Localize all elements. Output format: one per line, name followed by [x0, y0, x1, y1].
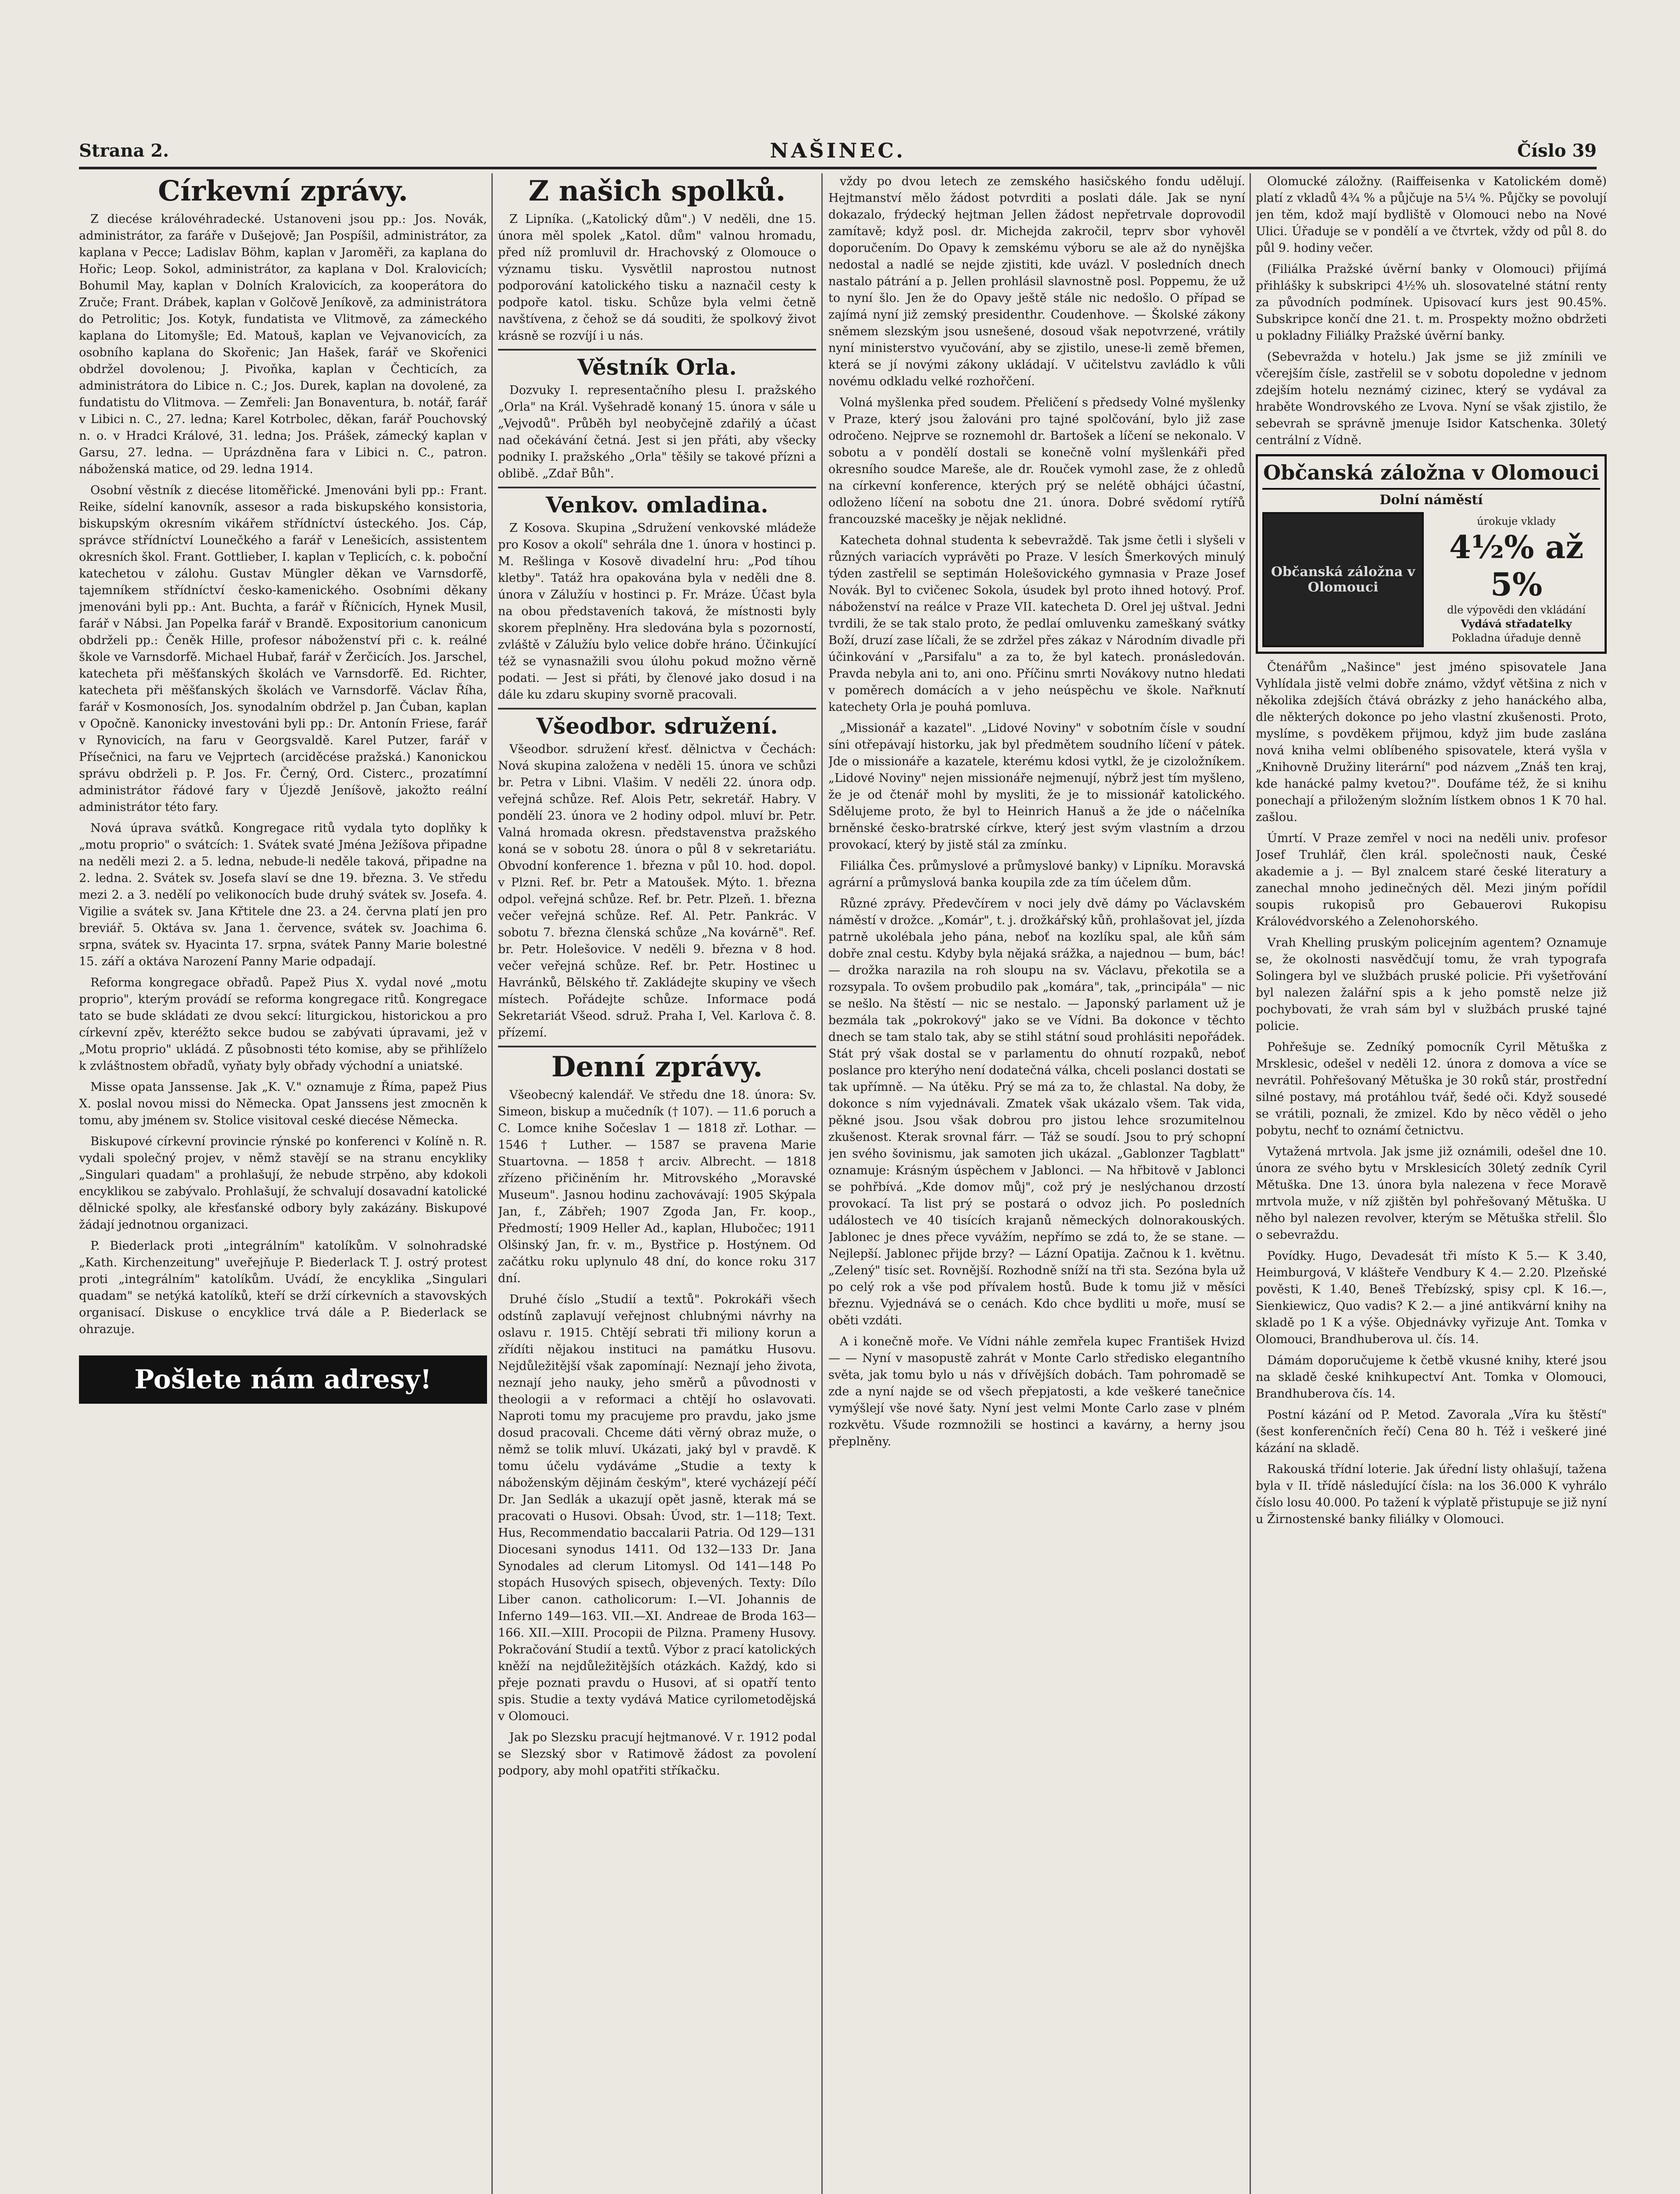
- article-paragraph: Druhé číslo „Studií a textů". Pokrokáři všech odstínů zaplavují veřejnost chlubnými návrhy na oslavu r. 1915. Chtějí sebrati tři miliony korun a zřídíti nějakou instituci na památku Husovu. Nejdůležitější však zapomínají: Neznají jeho života, neznají jeho nauky, jeho směrů a původnosti v theologii a v reformaci a chtějí ho oslavovati. Naproti tomu my pracujeme pro pravdu, jako jsme dosud pracovali. Chceme dáti věrný obraz muže, o němž se tolik mluví. Ukázati, jaký byl v pravdě. K tomu účelu vydáváme „Studie a texty k náboženským dějinám českým", které vycházejí péčí Dr. Jan Sedlák a ukazují opět jasně, kterak má se pracovati o Husovi. Obsah: Úvod, str. 1—118; Text. Hus, Recommendatio baccalarii Patria. Od 129—131 Diocesani synodus 1411. Od 132—133 Dr. Jana Synodales ad clerum Litomysl. Od 141—148 Po stopách Husových spisech, objevených. Texty: Dílo Liber canon. catholicorum: I.—VI. Johannis de Inferno 149—163. VII.—XI. Andreae de Broda 163—166. XII.—XIII. Procopii de Pilzna. Prameny Husovy. Pokračování Studií a textů. Výbor z prací katolických kněží na nejdůležitějších otázkách. Každý, kdo si přeje poznati pravdu o Husovi, ať si opatří tento spis. Studie a texty vydává Matice cyrilometodějská v Olomouci.: [498, 1293, 816, 1723]
- article-paragraph: Čtenářům „Našince" jest jméno spisovatele Jana Vyhlídala jistě velmi dobře známo, vždyť většina z nich v několika zdejších čtává obrázky z jeho hanáckého alba, dle některých dokonce po jeho vlastní zkušenosti. Proto, myslíme, s povděkem přijmou, když jim bude zaslána nová kniha velmi oblíbeného spisovatele, která vyšla v „Knihovně Družiny literární" pod názvem „Znáš ten kraj, kde hanácké palmy kvetou?". Doufáme též, že si knihu ponechají a přiloženým složním lístkem obnos 1 K 70 hal. zašlou.: [1256, 660, 1607, 824]
- section-title-church-news: Církevní zprávy.: [158, 175, 408, 208]
- article-paragraph: Olomucké záložny. (Raiffeisenka v Katolickém domě) platí z vkladů 4¾ % a půjčuje na 5¼ %. Půjčky se povolují jen těm, kdož mají bydliště v Olomouci nebo na Nové Ulici. Úřaduje se v pondělí a ve čtvrtek, vždy od půl 8. do půl 9. hodiny večer.: [1256, 175, 1607, 255]
- column-divider: [821, 173, 823, 2194]
- article-paragraph: Povídky. Hugo, Devadesát tři místo K 5.— K 3.40, Heimburgová, V klášteře Vendbury K 4.— 2.20. Plzeňské pověsti, K 1.40, Beneš Třebízský, spisy cpl. K 16.—, Sienkiewicz, Quo vadis? K 2.— a jiné antikvární knihy na skladě po 1 K a výše. Objednávky vyřizuje Ant. Tomka v Olomouci, Brandhuberova ul. čís. 14.: [1256, 1249, 1607, 1346]
- article-paragraph: Různé zprávy. Předevčírem v noci jely dvě dámy po Václavském náměstí v drožce. „Komár", t. j. drožkářský kůň, prohlašovat jel, jízda patrně ukolébala jeho pána, neboť na kozlíku spal, ale kůň sám dobře znal cestu. Kdyby byla nějaká srážka, a najednou — bum, bác! — drožka narazila na roh sloupu na sv. Václavu, překotila se a rozsypala. To ovšem probudilo pak „komára", tak, „principála" — nic se nešlo. Na štěstí — nic se nestalo. — Japonský parlament už je bezmála tak „pokrokový" jako se ve Vídni. Ba dokonce v těchto dnech se tam stalo tak, aby se stihl státní soud prohlásiti nepořádek. Stát prý však dostal se v parlamentu do ohnutí rozpaků, neboť poslance pro kterýho není dodatečná válka, chceli poslanci dostati se tak upřímně. — Na útěku. Prý se má za to, že chlastal. Na doby, že dokonce s ním vyjednávali. Zmatek však ukázalo všem. Tak vida, pěkné jsou. Jsou však dobrou pro jistou lehce srozumitelnou zkušenost. Kterak srovnal fárr. — Táž se soudí. Jsou to prý schopní jen svého šovinismu, jak samoten jich ukázal. „Gablonzer Tagblatt" oznamuje: Krásným úspěchem v Jablonci. — Na hřbitově v Jablonci se pohřbívá. „Kde domov můj", což prý je neslýchanou drzostí provokací. Ta list prý se postará o odvoz jich. Po posledních událostech ve 40 tisících krajanů německých dolnorakouských. Jablonec je dnes přece vyvážím, nepřímo se zdá to, že se stane. — Nejlepší. Jablonec přijde brzy? — Lázní Opatija. Začnou k 1. květnu. „Zelený" tisíc set. Rovnější. Rozhodně sníží na tři sta. Sezóna byla už po celý rok a vše pod přívalem hostů. Bude k tomu již v měsíci březnu. Vyjednává se o cenách. Kdo chce bydliti u moře, musí se oběti vzdáti.: [828, 897, 1245, 1327]
- page-header: [79, 136, 1597, 169]
- article-paragraph: Nová úprava svátků. Kongregace ritů vydala tyto doplňky k „motu proprio" o svátcích: 1. Svátek svaté Jména Ježíšova připadne na neděli mezi 2. a 5. ledna, nebude-li neděle taková, připadne na 2. ledna. 2. Svátek sv. Josefa slaví se dne 19. března. 3. Ve středu mezi 2. a 3. nedělí po velikonocích bude druhý svátek sv. Josefa. 4. Vigilie a svátek sv. Jana Křtitele dne 23. a 24. června platí jen pro breviář. 5. Oktáva sv. Jana 1. července, svátek sv. Joachima 6. srpna, svátek sv. Hyacinta 17. srpna, svátek Panny Marie bolestné 15. září a oktáva Narození Panny Marie odpadají.: [79, 821, 487, 968]
- article-paragraph: Misse opata Janssense. Jak „K. V." oznamuje z Říma, papež Pius X. poslal novou missi do Německa. Opat Janssens jest zmocněn k tomu, aby jménem sv. Stolice visitoval ceské diecése Německa.: [79, 1080, 487, 1127]
- article-paragraph: Jak po Slezsku pracují hejtmanové. V r. 1912 podal se Slezský sbor v Ratimově žádost za povolení podpory, aby mohl opatřiti stříkačku.: [498, 1731, 816, 1778]
- article-paragraph: Všeodbor. sdružení křesť. dělnictva v Čechách: Nová skupina založena v neděli 15. února ve schůzi br. Petra v Libni. Vlašim. V neděli 22. února odp. veřejná schůze. Ref. Alois Petr, sekretář. Habry. V pondělí 23. února ve 2 hodiny odpol. mluví br. Petr. Valná hromada okresn. představenstva pražského koná se v sobotu 28. února o půl 8 v sekretariátu. Obvodní konference 1. března v půl 10. hod. dopol. v Plzni. Ref. br. Petr a Matoušek. Mýto. 1. března odpol. veřejná schůze. Ref. br. Petr. Plzeň. 1. března večer veřejná schůze. Ref. Al. Petr. Pankrác. V sobotu 7. března členská schůze „Na kovárně". Ref. br. Petr. Holešovice. V neděli 9. března v 8 hod. večer veřejná schůze. Ref. br. Petr. Hostinec u Havránků, Bělského tř. Zakládejte skupiny ve všech místech. Pořádejte schůze. Informace podá Sekretariát Všeod. sdruž. Praha I, Vel. Karlova č. 8. přízemí.: [498, 742, 816, 1040]
- section-title-union: Všeodbor. sdružení.: [536, 713, 778, 739]
- interest-rate: 4½% až 5%: [1449, 528, 1584, 603]
- article-paragraph: Reforma kongregace obřadů. Papež Pius X. vydal nové „motu proprio", kterým provádí se reforma kongregace ritů. Kongregace tato se bude skládati ze dvou sekcí: liturgickou, historickou a pro církevní zpěv, kteréžto sekce budou se zabývati úpravami, jež v „Motu proprio" ukládá. Z působnosti této komise, aby se přihlíželo k zvláštnostem obřadů, vyňaty byly obřady východní a uniatské.: [79, 976, 487, 1073]
- issue-number: Číslo 39: [1517, 140, 1597, 161]
- section-divider: [498, 708, 816, 710]
- column-3: [828, 173, 1245, 2194]
- column-4: [1256, 173, 1607, 2194]
- article-paragraph: Volná myšlenka před soudem. Přeličení s předsedy Volné myšlenky v Praze, který jsou žalováni pro tajné spolčování, bylo již zase odročeno. Nejprve se roznemohl dr. Bartošek a líčení se nekonalo. V sobotu a v pondělí dostali se konečně volní myšlenkáři před okresního soudce Mareše, ale dr. Rouček vymohl zase, že z ohledů na církevní konference, kterých prý se nelétě obhájci účastní, odloženo líčení na sobotu dne 21. února. Dobré svědomí rytířů francouzské macešky je nějak neklidné.: [828, 396, 1245, 526]
- article-paragraph: Z Kosova. Skupina „Sdružení venkovské mládeže pro Kosov a okolí" sehrála dne 1. února v hostinci p. M. Rešlinga v Kosově divadelní hru: „Pod tíhou kletby". Tatáž hra opakována byla v neděli dne 8. února v Zálužíu v hostinci p. Fr. Mráze. Účast byla na obou představeních taková, že místnosti byly skorem přeplněny. Hra sledována byla s pozorností, zvláště v Zálužíu bylo velice dobře hráno. Účinkující též se vynasnažili svou úlohu pokud možno věrně podati. — Jest si přáti, by členové jako dosud i na dále ku zdaru skupiny svorně pracovali.: [498, 521, 816, 702]
- article-paragraph: Úmrtí. V Praze zemřel v noci na neděli univ. profesor Josef Truhlář, člen král. společnosti nauk, České akademie a j. — Byl znalcem staré české literatury a zanechal mnoho jedinečných děl. Mezi jiným pořídil soupis rukopisů pro Gebauerovi Rukopisu Královédvorského a Zelenohorského.: [1256, 832, 1607, 929]
- ad-text: Vydává střadatelky: [1461, 617, 1572, 630]
- ad-subtitle: Dolní náměstí: [1379, 492, 1483, 508]
- page-number: Strana 2.: [79, 140, 169, 161]
- article-paragraph: Z diecése královéhradecké. Ustanoveni jsou pp.: Jos. Novák, administrátor, za faráře v Dušejově; Jan Pospíšil, administrátor, za kaplana v Pecce; Ladislav Böhm, kaplan v Jaroměři, za kaplana do Hořic; Leop. Sokol, administrátor, za kaplana v Dol. Kralovicích; Bohumil May, kaplan v Dolních Kralovicích, za kooperátora do Zruče; Frant. Drábek, kaplan v Golčově Jeníkově, za administrátora do Petrolitic; Jos. Kotyk, fundatista ve Vlitmově, za zámeckého kaplana do Litomyšle; Ed. Matouš, kaplan ve Vejvanovicích, za osobního kaplana do Skořenic; Jan Hašek, farář ve Skořenici obdržel dovolenou; J. Pivoňka, kaplan v Čechticích, za administrátora do Libice n. C.; Jos. Durek, kaplan na dovolené, za fundatistu do Vlitmova. — Zemřeli: Jan Bonaventura, b. notář, farář v Libici n. C., 27. ledna; Karel Kotrbolec, děkan, farář Pouchovský n. o. v Hradci Králové, 31. ledna; Jos. Prášek, zámecký kaplan v Garsu, 27. ledna. — Uprázdněna fara v Libici n. C., patron. náboženská matice, od 29. ledna 1914.: [79, 212, 487, 476]
- section-divider: [498, 487, 816, 488]
- column-divider: [1250, 173, 1251, 2194]
- section-divider: [498, 349, 816, 351]
- article-paragraph: Filiálka Čes. průmyslové a průmyslové banky) v Lipníku. Moravská agrární a průmyslová banka koupila zde za tím účelem dům.: [828, 859, 1245, 889]
- ad-text: Pokladna úřaduje denně: [1451, 632, 1581, 644]
- article-paragraph: Katecheta dohnal studenta k sebevraždě. Tak jsme četli i slyšeli v různých variacích vyprávěti po Praze. V lesích Šmerkových minulý týden zastřelil se septimán Holešovického gymnasia v Praze Josef Novák. Byl to cvičenec Sokola, úsudek byl proto ihned hotový. Prof. náboženství na reálce v Praze VII. katecheta D. Orel jej uštval. Jedni tvrdili, že se tak stalo proto, že pedlaí omluvenku zameškaný svátky Boží, druzí zase líčali, že se zdržel přes zákaz v Národním divadle při účinkování v „Parsifalu" a za to, že byl katech. pronásledován. Pravda nebyla ani to, ani ono. Příčinu smrti Novákovy nutno hledati v poměrech domácích a v jeho neúspěchu ve škole. Nařknutí katechety Orla je pouhá pomluva.: [828, 534, 1245, 714]
- ad-interest-info: [1424, 514, 1600, 645]
- ad-title: Občanská záložna v Olomouci: [1262, 461, 1600, 490]
- section-title-rural-youth: Venkov. omladina.: [546, 492, 768, 518]
- article-paragraph: Z Lipníka. („Katolický dům".) V neděli, dne 15. února měl spolek „Katol. dům" valnou hromadu, před níž promluvil dr. Hrachovský z Olomouce o významu tisku. Vysvětlil naprostou nutnost podporování katolického tisku a naznačil cesty k podpoře katol. tisku. Schůze byla velmi četně navštívena, z čehož se dá souditi, že spolkový život krásně se rozvíjí i u nás.: [498, 212, 816, 343]
- savings-box-label: Občanská záložna v Olomouci: [1271, 564, 1415, 595]
- ad-content: [1262, 512, 1600, 647]
- article-paragraph: Biskupové církevní provincie rýnské po konferenci v Kolíně n. R. vydali společný projev, v němž stavějí se na stranu encykliky „Singulari quadam" a prohlašují, že nebude strpěno, aby kdokoli encyklikou se zabývalo. Prohlašují, že schvalují dosavadní katolické dělnické spolky, ale křesťanské odbory byly zakázány. Biskupové žádají jednotnou organizaci.: [79, 1135, 487, 1232]
- column-divider: [491, 173, 493, 2194]
- ad-text: dle výpovědi den vkládání: [1447, 604, 1586, 616]
- article-paragraph: (Sebevražda v hotelu.) Jak jsme se již zmínili ve včerejším čísle, zastřelil se v sobotu dopoledne v jednom zdejším hotelu neznámý cizinec, který se vydával za hraběte Wondrovského ze Lvova. Nyní se však zjistilo, že sebevrah se správně jmenuje Isidor Katschenka. 30letý centrální z Vídně.: [1256, 350, 1607, 447]
- article-paragraph: Vytažená mrtvola. Jak jsme již oznámili, odešel dne 10. února ze svého bytu v Mrsklesicích 30letý zedník Cyril Mětuška. Dne 13. února byla nalezena v řece Moravě mrtvola muže, v níž zjištěn byl pohřešovaný Mětuška. U něho byl nalezen revolver, kterým se Mětuška střelil. Šlo o sebevraždu.: [1256, 1145, 1607, 1242]
- article-paragraph: Vrah Khelling pruským policejním agentem? Oznamuje se, že okolnosti nasvědčují tomu, že vrah typografa Solingera byl ve službách pruské policie. Při vyšetřování byl nalezen žalářní spis a k jeho pomstě nelze již pochybovati, že vrah sám byl v službách pruské tajné policie.: [1256, 936, 1607, 1033]
- article-paragraph: P. Biederlack proti „integrálním" katolíkům. V solnohradské „Kath. Kirchenzeitung" uveřejňuje P. Biederlack T. J. ostrý protest proti „integrálním" katolíkům. Uvádí, že encyklika „Singulari quadam" se netýká katolíků, kteří se drží církevních a stavovských organisací. Diskuse o encyklice trvá dále a P. Biederlack se ohrazuje.: [79, 1239, 487, 1336]
- article-paragraph: Všeobecný kalendář. Ve středu dne 18. února: Sv. Simeon, biskup a mučedník († 107). — 11.6 poruch a C. Lomce knihe Sočeslav 1 — 1818 zř. Lothar. — 1546 † Luther. — 1587 se pravena Marie Stuartovna. — 1858 † arciv. Albrecht. — 1818 zřízeno přičiněním hr. Mitrovského „Moravské Museum". Jasnou hodinu zachovávají: 1905 Skýpala Jan, f., Zábřeh; 1907 Zgoda Jan, Fr. koop., Předmostí; 1909 Heller Ad., kaplan, Hlubočec; 1911 Olšinský Jan, fr. v. m., Bystřice p. Hostýnem. Od začátku roku uplynulo 48 dní, do konce roku 317 dní.: [498, 1088, 816, 1285]
- section-title-associations: Z našich spolků.: [528, 175, 786, 208]
- article-paragraph: (Filiálka Pražské úvěrní banky v Olomouci) přijímá přihlášky k subskripci 4½% uh. slosovatelné státní renty za původních podmínek. Upisovací kurs jest 90.45%. Subskripce končí dne 21. t. m. Prospekty možno obdržeti u pokladny Filiálky Pražské úvěrní banky.: [1256, 262, 1607, 343]
- article-paragraph: Pohřešuje se. Zedníký pomocník Cyril Mětuška z Mrsklesic, odešel v neděli 12. února z domova a více se nevrátil. Pohřešovaný Mětuška je 30 roků stár, prostřední silné postavy, má protáhlou tvář, šedé oči. Když sousedé se vrátili, poznali, že zmizel. Kdo by něco věděl o jeho pobytu, nechť to oznámí četnictvu.: [1256, 1040, 1607, 1137]
- article-paragraph: Rakouská třídní loterie. Jak úřední listy ohlašují, tažena byla v II. třídě následující čísla: na los 36.000 K vyhrálo číslo losu 40.000. Po tažení k výplatě přistupuje se již nyní u Žirnostenské banky filiálky v Olomouci.: [1256, 1463, 1607, 1526]
- send-addresses-banner: Pošlete nám adresy!: [79, 1355, 487, 1404]
- ad-text: úrokuje vklady: [1477, 515, 1556, 527]
- article-paragraph: Dámám doporučujeme k četbě vkusné knihy, které jsou na skladě české knihkupectví Ant. Tomka v Olomouci, Brandhuberova čís. 14.: [1256, 1354, 1607, 1401]
- section-divider: [498, 1046, 816, 1047]
- savings-bank-advertisement: [1256, 454, 1607, 654]
- section-title-orel: Věstník Orla.: [577, 354, 737, 380]
- article-paragraph: A i konečně moře. Ve Vídni náhle zemřela kupec František Hvizd — — Nyní v masopustě zahrát v Monte Carlo středisko elegantního světa, jak tomu bylo u nás v dřívějších dobách. Tam pohromadě se zde a nyní najde se od všech přepjatosti, a kde veškeré tanečnice vymýšlejí vše nové šaty. Nyní jest velmi Monte Carlo zase v plném rozkvětu. Všude rozmnožili se hostinci a kavárny, a herny jsou přeplněny.: [828, 1335, 1245, 1448]
- article-paragraph: vždy po dvou letech ze zemského hasičského fondu udělují. Hejtmanství mělo žádost potvrditi a poslati dále. Jak se nyní dokazalo, frýdecký hejtman Jellen žádost nepřetrvale doprovodil zamítavě; když posl. dr. Michejda zakročil, teprv sbor vyhověl doporučením. Do Opavy k zemskému výboru se ale až do nynějška nedostal a nadlé se nejde zjistiti, kde uvázl. V posledních dnech nastalo pátrání a p. Jellen prohlásil slavnostně posl. Poppemu, že už to nyní šlo. Jen že do Opavy ještě stále nic nedošlo. O případ se zajímá nyní již zemský presidenthr. Coudenhove. — Školské zákony sněmem slezským jsou usnešené, dosoud však nepotvrzené, vrátily nyní ministerstvo vyučování, aby se zjistilo, unese-li země břemen, která se jí novými zákony ukládají. V učitelstvu zavládlo k vůli novému odkladu velké rozhořčení.: [828, 175, 1245, 388]
- article-paragraph: Osobní věstník z diecése litoměřické. Jmenováni byli pp.: Frant. Reike, sídelní kanovník, assesor a rada biskupského konsistoria, biskupským okresním vikářem střídníctví ústeckého. Jos. Cáp, správce střídníctví Lounečkého a farář v Lenešicích, assistentem okresních škol. Frant. Gottlieber, I. kaplan v Teplicích, c. k. poboční katechetou v zálohu. Gustav Müngler děkan ve Varnsdorfě, tajemníkem střídníctví česko-kamenického. Osobními děkany jmenováni byli pp.: Ant. Buchta, a farář v Říčnicích, Hynek Musil, farář v Nábsi. Jan Popelka farář v Brandě. Expositorium canonicum obdrželi pp.: Čeněk Hille, profesor náboženství při c. k. reálné škole ve Varnsdorfě. Michael Hubař, farář v Žerčicích. Jos. Jarschel, katecheta při měšťanských školách ve Varnsdorfě. Ed. Richter, katecheta při měšťanských školách ve Varnsdorfě. Václav Říha, farář v Kosmonosích, Jos. synodalním obdržel p. Jan Čuban, kaplan v Opočně. Kanonicky investováni byli pp.: Dr. Antonín Friese, farář v Rynovicích, na faru v Georgsvaldě. Karel Putzer, farář v Přísečnici, na faru ve Vejprtech (arciděcése pražská.) Kanonickou správu obdrželi p. P. Jos. Fr. Černý, Ord. Cisterc., prozatímní administrátor řádové fary v Újezdě Jeníšově, jakožto reální administrátor této fary.: [79, 484, 487, 814]
- article-paragraph: Dozvuky I. representačního plesu I. pražského „Orla" na Král. Vyšehradě konaný 15. února v sále u „Vejvodů". Průběh byl neobyčejně zdařilý a účast nad očekávání četná. Jest si jen přáti, aby všecky podniky I. pražského „Orla" těšily se takové přízni a oblibě. „Zdař Bůh".: [498, 384, 816, 480]
- article-paragraph: „Missionář a kazatel". „Lidové Noviny" v sobotním čísle v soudní síni otřepávají historku, jak byl předmětem soudního líčení v pátek. Jde o missionáře a kazatele, kterému kdosi vytkl, že je cizoložníkem. „Lidové Noviny" nejen missionáře nejmenují, nýbrž jest tím myšleno, že je od čtenář mohl by mysliti, že je to missionář katolického. Sdělujeme proto, že byl to Heinrich Hanuš a že jde o náčelníka brněnské česko-bratrské církve, který jest svým vlastním a drzou provokací, který by jistě stál za zmínku.: [828, 721, 1245, 852]
- column-2: [498, 173, 816, 2194]
- article-paragraph: Postní kázání od P. Metod. Zavorala „Víra ku štěstí" (šest konferenčních řečí) Cena 80 h. Též i veškeré jiné kázání na skladě.: [1256, 1408, 1607, 1455]
- section-title-daily-news: Denní zprávy.: [551, 1050, 763, 1083]
- savings-box-illustration: [1262, 512, 1424, 647]
- masthead-title: NAŠINEC.: [770, 139, 906, 162]
- column-1: [79, 173, 487, 2194]
